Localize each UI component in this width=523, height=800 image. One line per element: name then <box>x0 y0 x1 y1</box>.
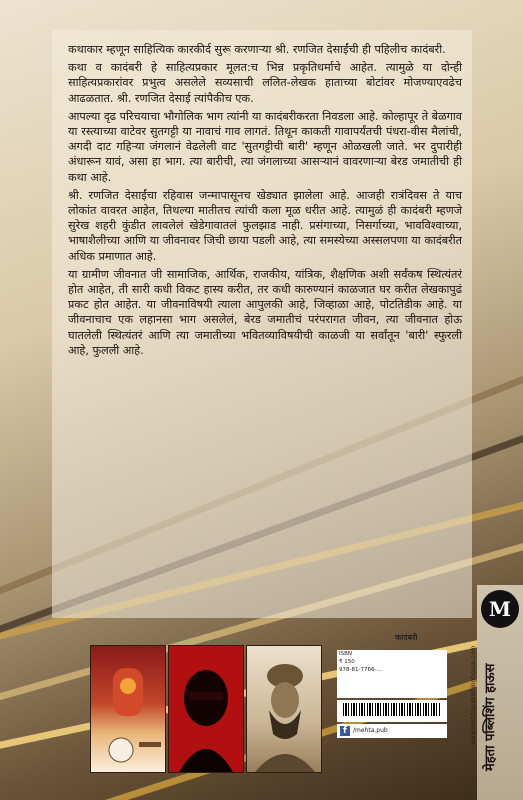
temple-deity-image <box>91 646 165 772</box>
book-thumbnail-3 <box>246 645 322 773</box>
publisher-website: www.mehtapublishinghouse.com <box>470 645 477 745</box>
logo-letter: M <box>488 597 512 621</box>
facebook-handle: /mehta.pub <box>353 727 388 734</box>
isbn-line: 978-81-7766-... <box>339 667 382 673</box>
blurb-paragraph: आपल्या दृढ परिचयाचा भौगोलिक भाग त्यांनी या कादंबरीकरता निवडला आहे. कोल्हापूर ते बेळगाव या रस्त्याच्या वाटेवर सुतगट्टी या नावाचं गाव लागतं. तिथून काकती गावापर्यंतची पंधरा-वीस मैलांची, अगदी दाट गहिऱ्या जंगलानं वेढलेली वाट 'सुतगट्टीची बारी' म्हणून ओळखली जाते. भर दुपारीही अंधारून यावं, असा हा भाग. त्या बारीची, त्या जंगलाच्या आसऱ्यानं वावरणाऱ्या बेरड जमातीची ही कथा आहे. <box>68 109 462 184</box>
facebook-icon: f <box>340 726 350 736</box>
blurb-paragraph: कथाकार म्हणून साहित्यिक कारकीर्द सुरू करणाऱ्या श्री. रणजित देसाईंची ही पहिलीच कादंबरी. <box>68 43 446 56</box>
book-thumbnail-2 <box>168 645 244 773</box>
blurb-paragraph: कथा व कादंबरी हे साहित्यप्रकार मूलत:च भिन्न प्रकृतिधर्माचे आहेत. त्यामुळे या दोन्ही साहित्यप्रकारांवर प्रभुत्व असलेले सव्यसाची ललित-लेखक हाताच्या बोटांवर मोजण्याएवढेच आढळतात. श्री. रणजित देसाई त्यांपैकीच एक. <box>68 61 462 105</box>
blurb-paragraph: श्री. रणजित देसाईंचा रहिवास जन्मापासूनच खेड्यात झालेला आहे. आजही रात्रंदिवस ते याच लोकांत वावरत आहेत, तिथल्या मातीतच त्यांची कला मूळ धरीत आहे. त्यामुळं ही कादंबरी म्हणजे सुरेख शहरी कुंडीत लावलेलं खेडेगावातलं फुलझाड नाही. प्रसंगाच्या, निसर्गाच्या, भावविश्वाच्या, भाषाशैलीच्या आणि या जीवनावर जिची छाया पडली आहे, त्या समस्येच्या अस्सलपणा या कादंबरीत अधिक प्रमाणात आहे. <box>68 188 462 263</box>
blurb-panel <box>52 30 472 618</box>
warrior-portrait <box>247 646 321 772</box>
category-label: कादंबरी <box>395 633 418 642</box>
facebook-box <box>337 724 447 738</box>
portrait-illustration <box>169 646 243 772</box>
price-text: ₹ 150 <box>339 659 355 665</box>
publisher-name: मेहता पब्लिशिंग हाऊस <box>483 663 498 771</box>
book-thumbnail-1 <box>90 645 166 773</box>
isbn-block <box>337 650 447 698</box>
barcode <box>337 700 447 722</box>
isbn-line: ISBN <box>339 651 353 657</box>
publisher-logo-icon <box>481 590 519 628</box>
blurb-paragraph: या ग्रामीण जीवनात जी सामाजिक, आर्थिक, राजकीय, यांत्रिक, शैक्षणिक अशी सर्वंकष स्थित्यंतरं होत आहेत, ती सारी कधी विकट हास्य करीत, तर कधी कारुण्यानं काळजात घर करीत लेखकापुढं प्रकट होत आहेत. या जीवनाविषयी त्याला आपुलकी आहे, जिव्हाळा आहे, पोटतिडीक आहे. या जीवनाचाच एक लहानसा भाग असलेलं, बेरड जमातीचं परंपरागत जीवन, त्या जीवनात होऊ घातलेली स्थित्यंतरं आणि त्या जमातीच्या भवितव्याविषयीची काळजी या सर्वांतून 'बारी' स्फुरली आहे, फुलली आहे. <box>68 267 462 357</box>
barcode-lines <box>343 703 441 716</box>
